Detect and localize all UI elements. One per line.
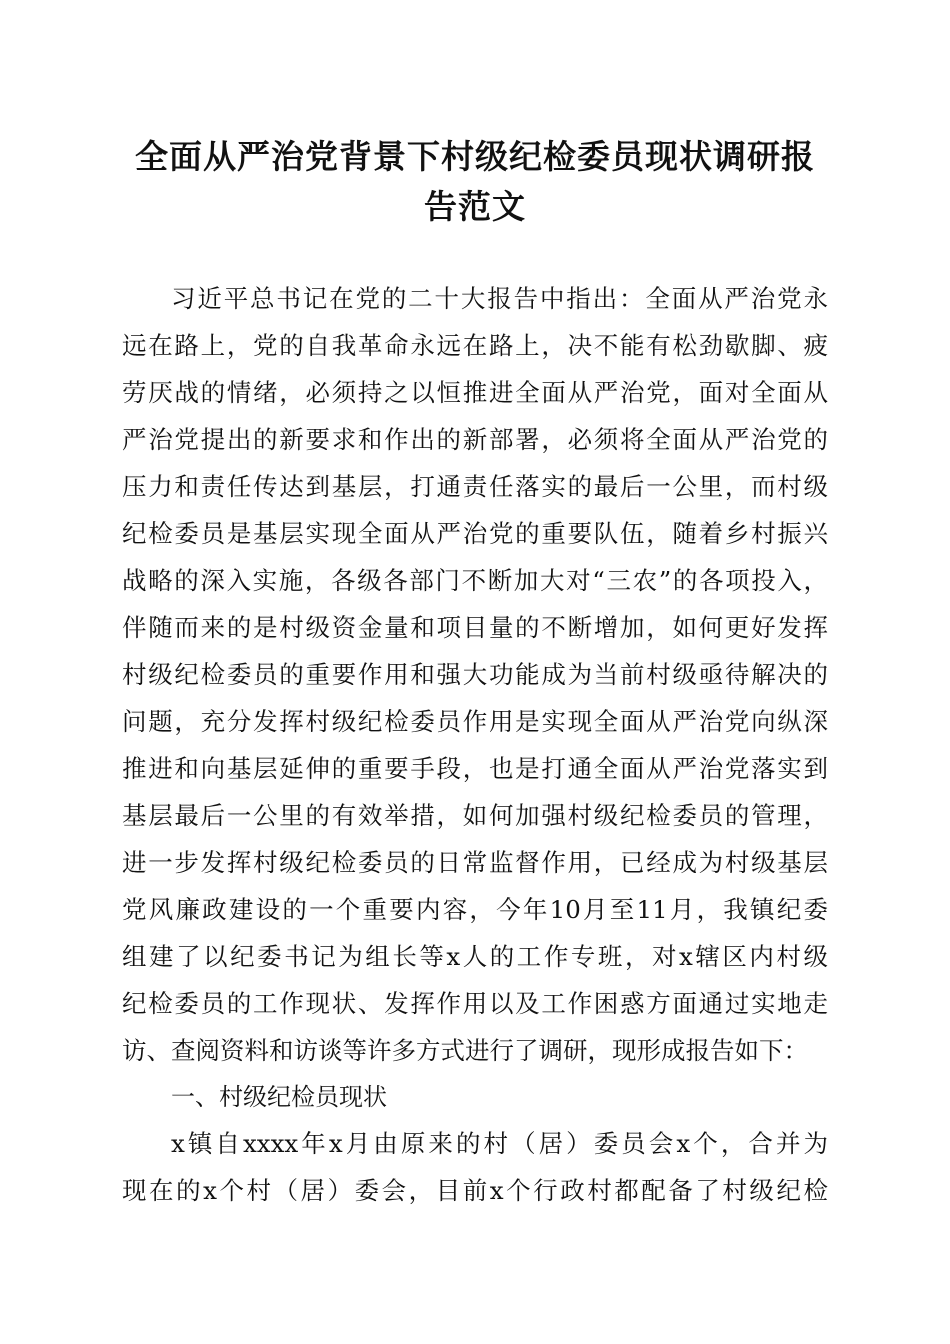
paragraph-line: 进一步发挥村级纪检委员的日常监督作用，已经成为村级基层 bbox=[122, 848, 828, 877]
document-title bbox=[100, 132, 850, 232]
paragraph-line: 伴随而来的是村级资金量和项目量的不断增加，如何更好发挥 bbox=[122, 613, 828, 642]
paragraph-line: 远在路上，党的自我革命永远在路上，决不能有松劲歇脚、疲 bbox=[122, 331, 828, 360]
section-heading: 一、村级纪检员现状 bbox=[171, 1083, 387, 1111]
paragraph-line: 习近平总书记在党的二十大报告中指出：全面从严治党永 bbox=[171, 284, 828, 313]
paragraph-line: 党风廉政建设的一个重要内容，今年10月至11月，我镇纪委 bbox=[122, 895, 828, 924]
paragraph-line: 劳厌战的情绪，必须持之以恒推进全面从严治党，面对全面从 bbox=[122, 378, 828, 407]
paragraph-line: 推进和向基层延伸的重要手段，也是打通全面从严治党落实到 bbox=[122, 754, 828, 783]
paragraph-line: 战略的深入实施，各级各部门不断加大对“三农”的各项投入， bbox=[122, 566, 828, 595]
title-line-1: 全面从严治党背景下村级纪检委员现状调研报 bbox=[135, 137, 815, 176]
paragraph-line: 组建了以纪委书记为组长等x人的工作专班，对x辖区内村级 bbox=[122, 942, 828, 971]
paragraph-line: 纪检委员的工作现状、发挥作用以及工作困惑方面通过实地走 bbox=[122, 989, 828, 1018]
paragraph-line: 严治党提出的新要求和作出的新部署，必须将全面从严治党的 bbox=[122, 425, 828, 454]
paragraph-line: 现在的x个村（居）委会，目前x个行政村都配备了村级纪检 bbox=[122, 1176, 828, 1205]
paragraph-line: 村级纪检委员的重要作用和强大功能成为当前村级亟待解决的 bbox=[122, 660, 828, 689]
paragraph-line: 压力和责任传达到基层，打通责任落实的最后一公里，而村级 bbox=[122, 472, 828, 501]
paragraph-line: 基层最后一公里的有效举措，如何加强村级纪检委员的管理， bbox=[122, 801, 828, 830]
paragraph-line: 访、查阅资料和访谈等许多方式进行了调研，现形成报告如下： bbox=[122, 1036, 808, 1065]
paragraph-line: 问题，充分发挥村级纪检委员作用是实现全面从严治党向纵深 bbox=[122, 707, 828, 736]
title-line-2: 告范文 bbox=[424, 187, 526, 226]
paragraph-line: x镇自xxxx年x月由原来的村（居）委员会x个，合并为 bbox=[171, 1129, 828, 1158]
paragraph-line: 纪检委员是基层实现全面从严治党的重要队伍，随着乡村振兴 bbox=[122, 519, 828, 548]
